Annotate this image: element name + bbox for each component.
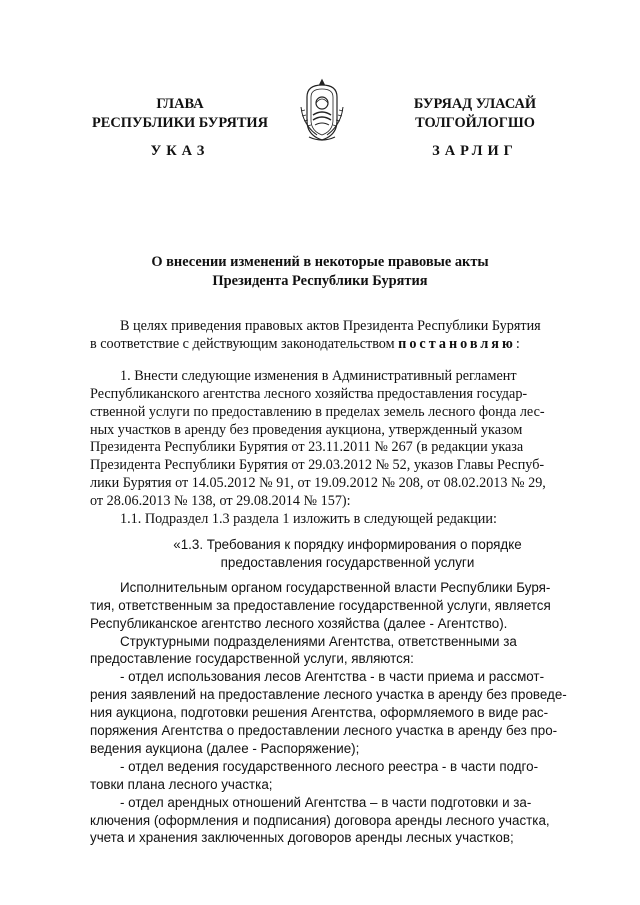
- amended-section: [90, 536, 575, 847]
- preamble-end: :: [515, 335, 520, 352]
- section-line: ведения аукциона (далее - Распоряжение);: [90, 740, 360, 756]
- section-line: поряжения Агентства о предоставлении лесного участка в аренду без про-: [90, 723, 558, 739]
- item1-line: ных участков в аренду без проведения аукциона, утвержденный указом: [90, 421, 523, 438]
- section-line: товки плана лесного участка;: [90, 776, 273, 792]
- section-line: - отдел ведения государственного лесного реестра - в части подго-: [120, 758, 539, 774]
- header-right: [350, 95, 600, 133]
- item1-line: ственной услуги по предоставлению в пределах земель лесного фонда лес-: [90, 403, 545, 420]
- section-line: ния аукциона, подготовки решения Агентства, оформляемого в виде рас-: [90, 705, 549, 721]
- section-line: Исполнительным органом государственной власти Республики Буря-: [120, 579, 551, 595]
- header-left-line1: ГЛАВА: [156, 96, 204, 112]
- preamble-text: в соответствие с действующим законодательством: [90, 335, 399, 352]
- title-line2: Президента Республики Бурятия: [212, 273, 428, 289]
- section-paragraph: [90, 579, 575, 633]
- header-left: [60, 95, 300, 133]
- section-paragraph: [90, 668, 575, 758]
- section-line: - отдел арендных отношений Агентства – в части подготовки и за-: [120, 794, 532, 810]
- republic-of-buryatia-emblem-icon: [297, 77, 347, 145]
- section-paragraph: [90, 758, 575, 794]
- section-line: ключения (оформления и подписания) договора аренды лесного участка,: [90, 812, 550, 828]
- section-heading-line1: «1.3. Требования к порядку информирования о порядке: [173, 536, 522, 552]
- document-title: [60, 253, 580, 291]
- section-paragraph: [90, 633, 575, 669]
- section-line: тия, ответственным за предоставление государственной услуги, является: [90, 597, 551, 613]
- title-line1: О внесении изменений в некоторые правовые акты: [151, 254, 489, 270]
- item1-paragraph: [90, 368, 575, 511]
- item1-line: Президента Республики Бурятия от 29.03.2012 № 52, указов Главы Респуб-: [90, 457, 545, 474]
- section-paragraph: [90, 794, 575, 848]
- header-left-line2: РЕСПУБЛИКИ БУРЯТИЯ: [91, 115, 269, 131]
- preamble-line2: [90, 336, 575, 354]
- item1-line: лики Бурятия от 14.05.2012 № 91, от 19.09.2012 № 208, от 08.02.2013 № 29,: [90, 475, 546, 492]
- item1-line: Президента Республики Бурятия от 23.11.2011 № 267 (в редакции указа: [90, 439, 524, 456]
- item1-line: 1. Внести следующие изменения в Административный регламент: [120, 367, 517, 384]
- decree-label-ru: УКАЗ: [150, 143, 210, 159]
- section-line: - отдел использования лесов Агентства - в части приема и рассмот-: [120, 669, 545, 685]
- decree-label-bua: ЗАРЛИГ: [432, 143, 518, 159]
- document-body: [90, 318, 575, 847]
- section-heading-line2: предоставления государственной услуги: [220, 554, 475, 570]
- section-line: Структурными подразделениями Агентства, ответственными за: [120, 633, 517, 649]
- header-right-line2: ТОЛГОЙЛОГШО: [415, 115, 535, 131]
- section-line: учета и хранения заключенных договоров аренды лесных участков;: [90, 830, 514, 846]
- item1-subitem: 1.1. Подраздел 1.3 раздела 1 изложить в следующей редакции:: [120, 511, 497, 528]
- header-right-line1: БУРЯАД УЛАСАЙ: [413, 96, 537, 112]
- section-line: предоставление государственной услуги, являются:: [90, 651, 414, 667]
- preamble-line1: В целях приведения правовых актов Президента Республики Бурятия: [120, 318, 541, 334]
- preamble-emphasis: постановляю: [398, 335, 516, 352]
- item1-line: Республиканского агентства лесного хозяйства предоставления государ-: [90, 385, 528, 402]
- section-line: Республиканское агентство лесного хозяйства (далее - Агентство).: [90, 615, 508, 631]
- item1-line: от 28.06.2013 № 138, от 29.08.2014 № 157):: [90, 493, 351, 510]
- section-line: рения заявлений на предоставление лесного участка в аренду без проведе-: [90, 687, 567, 703]
